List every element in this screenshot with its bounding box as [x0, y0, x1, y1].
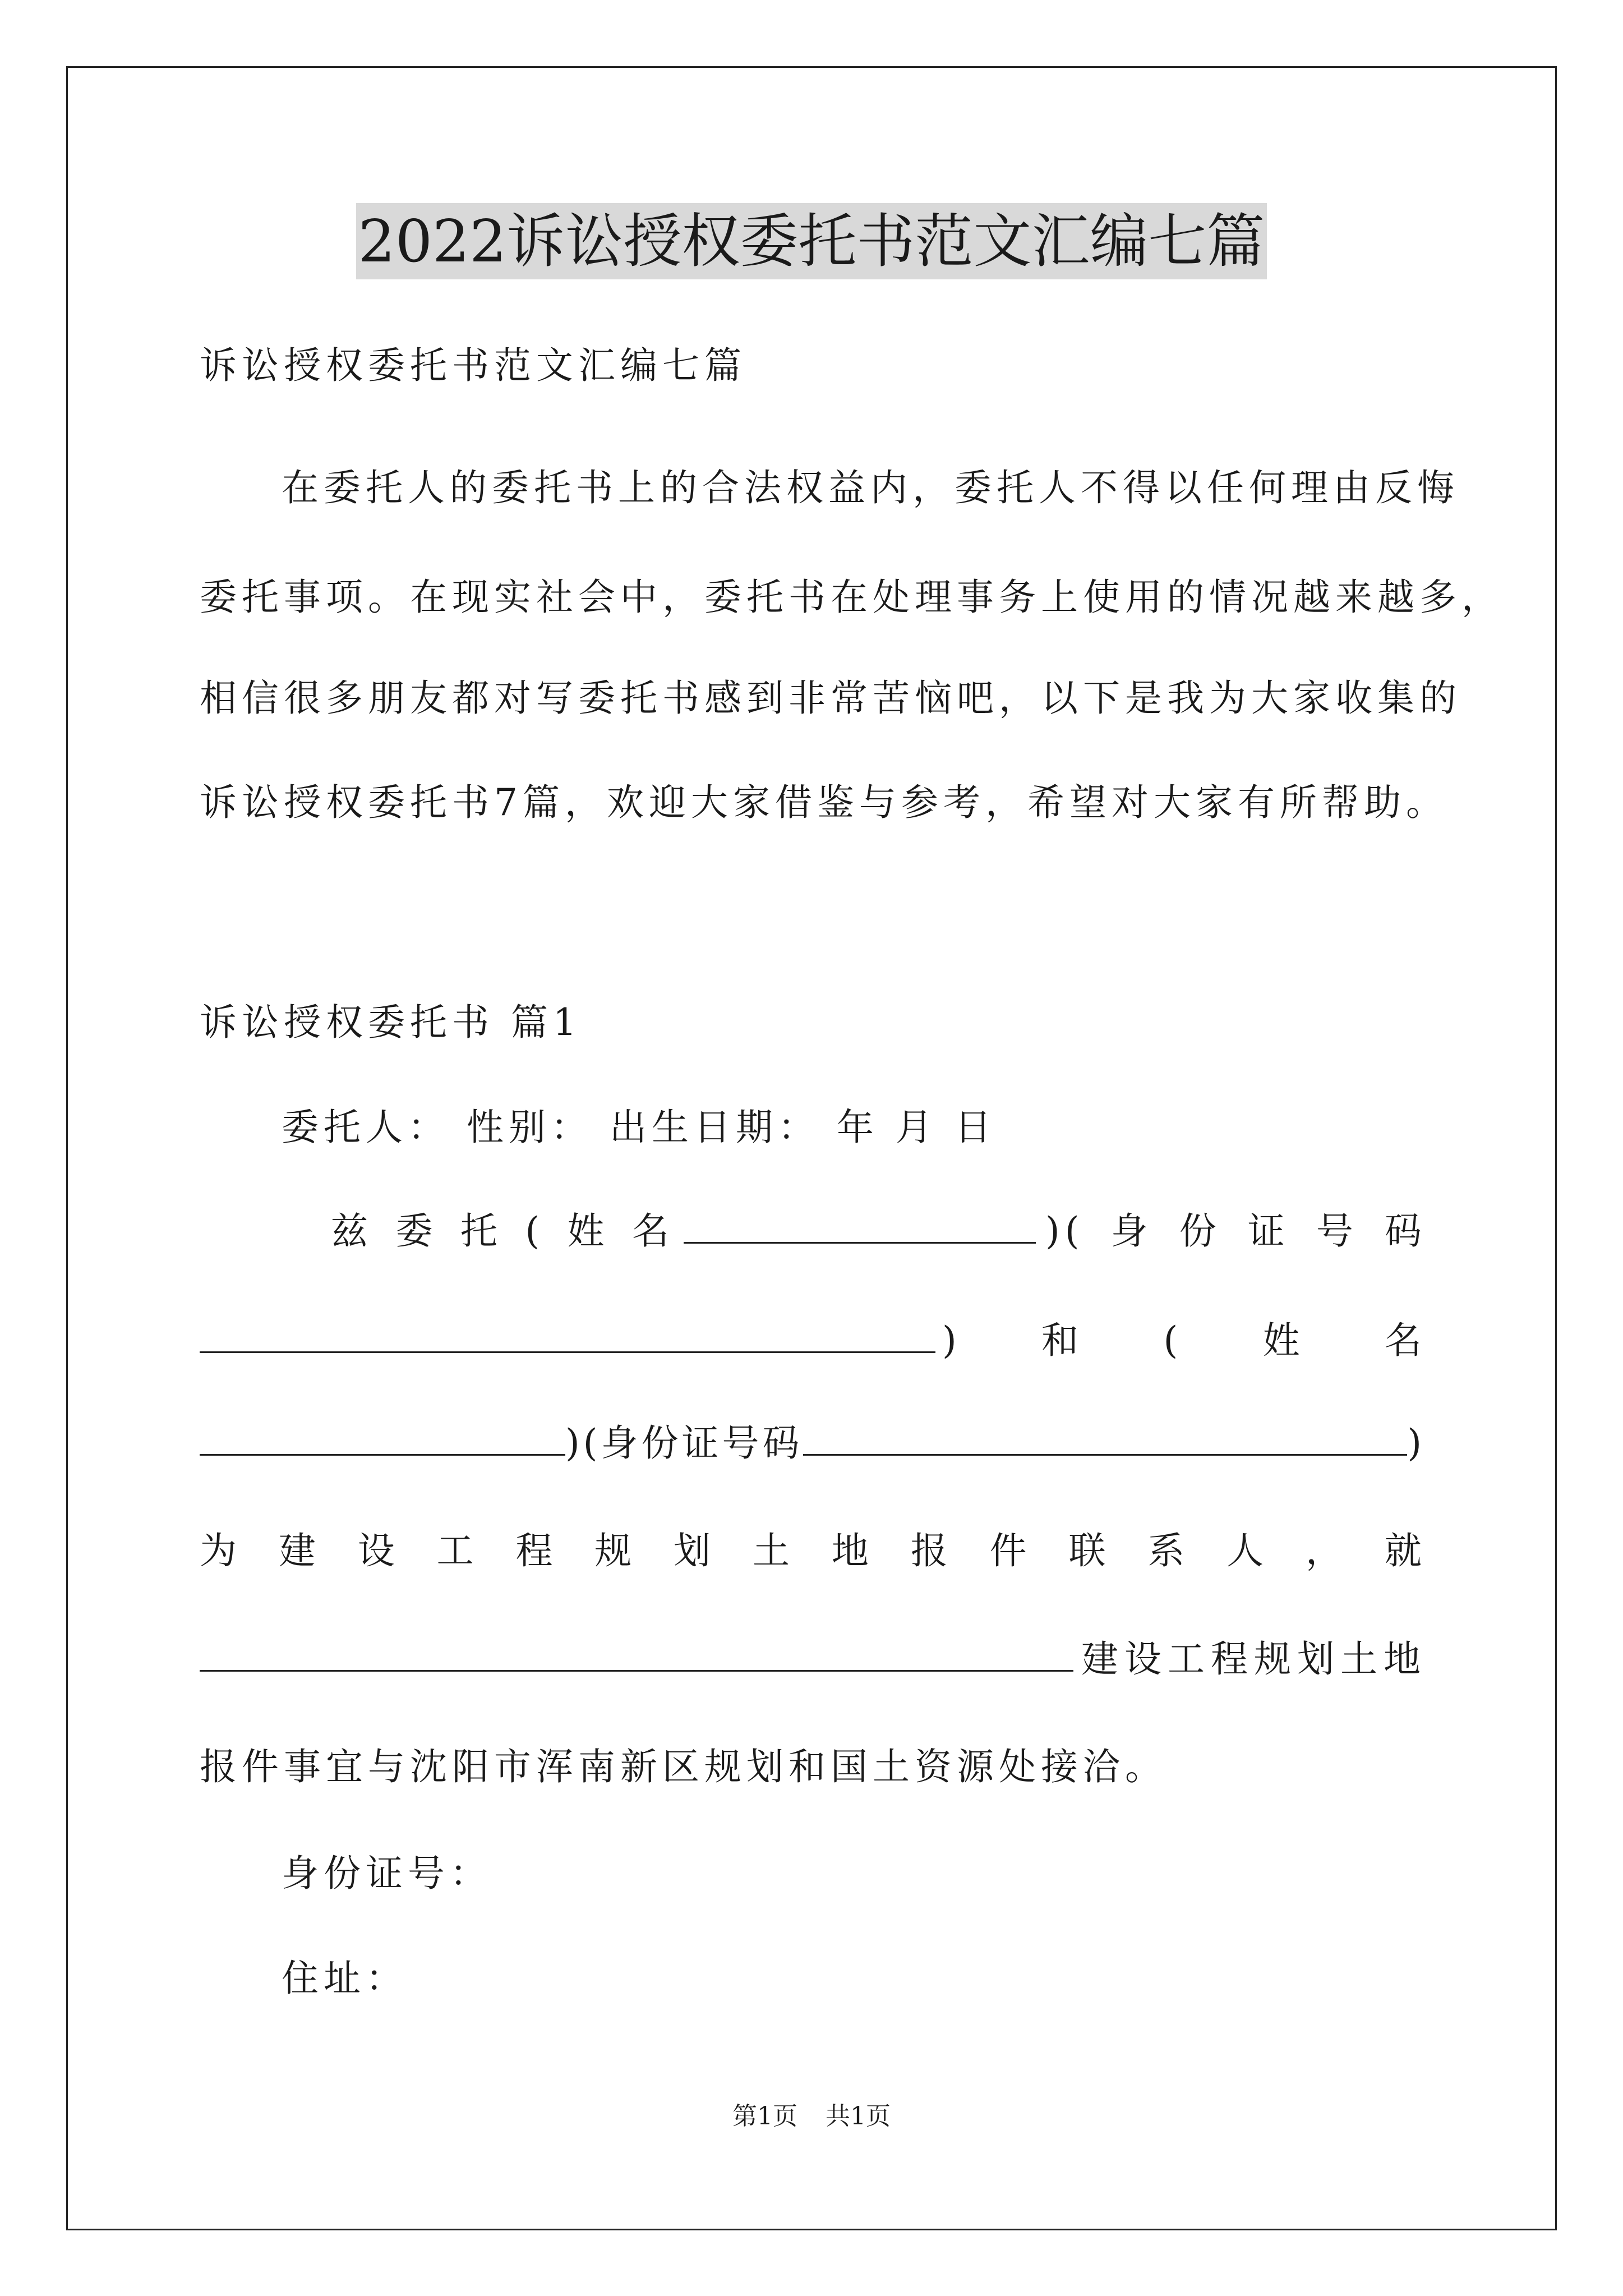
para-char: 报: [910, 1529, 953, 1572]
para-char: )(: [1045, 1209, 1085, 1253]
para-char: 设: [357, 1529, 400, 1572]
document-title: 2022诉讼授权委托书范文汇编七篇: [356, 203, 1267, 279]
para-char: 土: [753, 1529, 795, 1572]
intro-line-4: 诉讼授权委托书7篇，欢迎大家借鉴与参考，希望对大家有所帮助。: [200, 781, 1448, 824]
para-char: 名: [631, 1209, 674, 1253]
para-char: 身: [1110, 1209, 1153, 1253]
para-char: 号: [1316, 1209, 1358, 1253]
para-char: 地: [831, 1529, 874, 1572]
para-char: 份: [1179, 1209, 1221, 1253]
principal-line: 委托人： 性别： 出生日期： 年 月 日: [282, 1106, 997, 1149]
intro-line-2: 委托事项。在现实社会中，委托书在处理事务上使用的情况越来越多，: [200, 576, 1504, 619]
para-char: (: [525, 1209, 545, 1253]
para-line-2-tail: [935, 1318, 1427, 1363]
para-line-3: [200, 1421, 1427, 1466]
name-blank-1: [684, 1209, 1036, 1244]
para-char: 建: [278, 1529, 321, 1572]
para-char: 人: [1227, 1529, 1269, 1572]
para-char: 就: [1384, 1529, 1427, 1572]
para-char: 码: [1384, 1209, 1427, 1253]
para-char: 兹: [331, 1209, 373, 1253]
para-char: 规: [594, 1529, 637, 1572]
id-blank-2: [803, 1421, 1408, 1456]
para-char: 件: [989, 1529, 1032, 1572]
id-blank-1: [200, 1319, 935, 1353]
para-char: 名: [1385, 1319, 1427, 1362]
para-char: 委: [395, 1209, 438, 1253]
para-char: 为: [200, 1529, 242, 1572]
para-char: ，: [1306, 1529, 1348, 1572]
intro-line-3: 相信很多朋友都对写委托书感到非常苦恼吧，以下是我为大家收集的: [200, 677, 1461, 720]
para-char: ): [942, 1319, 962, 1362]
intro-line-1: 在委托人的委托书上的合法权益内，委托人不得以任何理由反悔: [282, 466, 1459, 509]
page-total: 共1页: [826, 2102, 891, 2131]
page-footer: [0, 2101, 1623, 2132]
para-line-5-tail: 建设工程规划土地: [1081, 1637, 1427, 1681]
id-number-label: 身份证号：: [282, 1852, 492, 1895]
para-char: 联: [1068, 1529, 1111, 1572]
para-char: 系: [1147, 1529, 1190, 1572]
name-blank-2: [200, 1421, 565, 1456]
para-line-1: [331, 1209, 1427, 1254]
para-char: 程: [515, 1529, 558, 1572]
para-char: ): [1407, 1421, 1427, 1465]
matter-blank: [200, 1637, 1073, 1672]
section-heading: 诉讼授权委托书 篇1: [200, 1001, 582, 1044]
document-subtitle: 诉讼授权委托书范文汇编七篇: [200, 344, 746, 387]
para-char: 和: [1041, 1319, 1084, 1362]
address-label: 住址：: [282, 1957, 408, 2000]
title-block: [0, 203, 1623, 279]
para-line-2: [200, 1318, 1427, 1363]
para-char: 姓: [1262, 1319, 1305, 1362]
para-line-4: [200, 1529, 1427, 1573]
para-char: 划: [674, 1529, 716, 1572]
para-line-1-lead: [331, 1209, 674, 1254]
para-char: 工: [436, 1529, 479, 1572]
para-char: 姓: [567, 1209, 610, 1253]
id-label-inline: )(身份证号码: [565, 1421, 803, 1465]
para-line-1-tail: [1045, 1209, 1427, 1254]
para-line-6: 报件事宜与沈阳市浑南新区规划和国土资源处接洽。: [200, 1745, 1167, 1788]
para-line-5: [200, 1637, 1427, 1682]
para-char: 托: [460, 1209, 502, 1253]
para-char: 证: [1247, 1209, 1290, 1253]
page-number: 第1页: [732, 2102, 797, 2131]
para-char: (: [1163, 1319, 1183, 1362]
